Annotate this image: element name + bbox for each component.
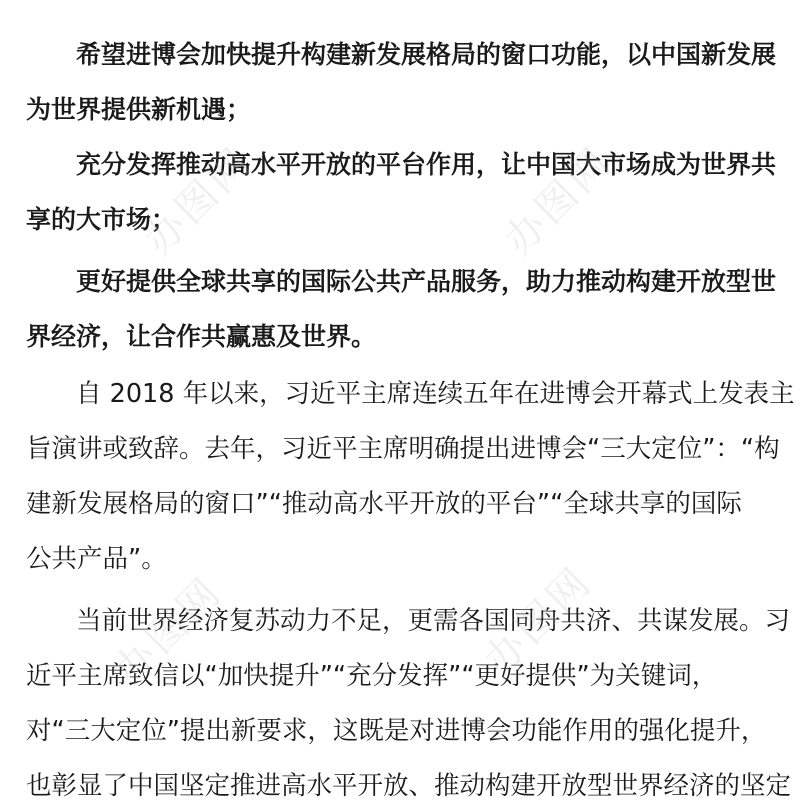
watermark: 办图网: [475, 558, 602, 684]
paragraph-1-line-1: 希望进博会加快提升构建新发展格局的窗口功能，以中国新发展: [76, 40, 777, 69]
paragraph-5-line-1: 当前世界经济复苏动力不足，更需各国同舟共济、共谋发展。习: [76, 606, 791, 636]
paragraph-4-line-3: 建新发展格局的窗口”“推动高水平开放的平台”“全球共享的国际: [26, 489, 742, 519]
paragraph-3-line-1: 更好提供全球共享的国际公共产品服务，助力推动构建开放型世: [76, 267, 777, 296]
watermark: 办图网: [105, 568, 232, 694]
paragraph-4-line-1: 自 2018 年以来，习近平主席连续五年在进博会开幕式上发表主: [76, 379, 795, 409]
paragraph-2-line-2: 享的大市场；: [26, 205, 177, 234]
paragraph-2-line-1: 充分发挥推动高水平开放的平台作用，让中国大市场成为世界共: [76, 150, 777, 179]
watermark: 办图网: [135, 138, 262, 264]
paragraph-5-line-2: 近平主席致信以“加快提升”“充分发挥”“更好提供”为关键词，: [26, 661, 718, 691]
paragraph-4-line-2: 旨演讲或致辞。去年，习近平主席明确提出进博会“三大定位”：“构: [26, 434, 780, 464]
paragraph-1-line-2: 为世界提供新机遇；: [26, 95, 252, 124]
paragraph-3-line-2: 界经济，让合作共赢惠及世界。: [26, 322, 377, 351]
paragraph-4-line-4: 公共产品”。: [26, 544, 167, 574]
paragraph-5-line-3: 对“三大定位”提出新要求，这既是对进博会功能作用的强化提升，: [26, 716, 767, 746]
watermark: 办图网: [495, 138, 622, 264]
paragraph-5-line-4: 也彰显了中国坚定推进高水平开放、推动构建开放型世界经济的坚定: [26, 771, 792, 800]
